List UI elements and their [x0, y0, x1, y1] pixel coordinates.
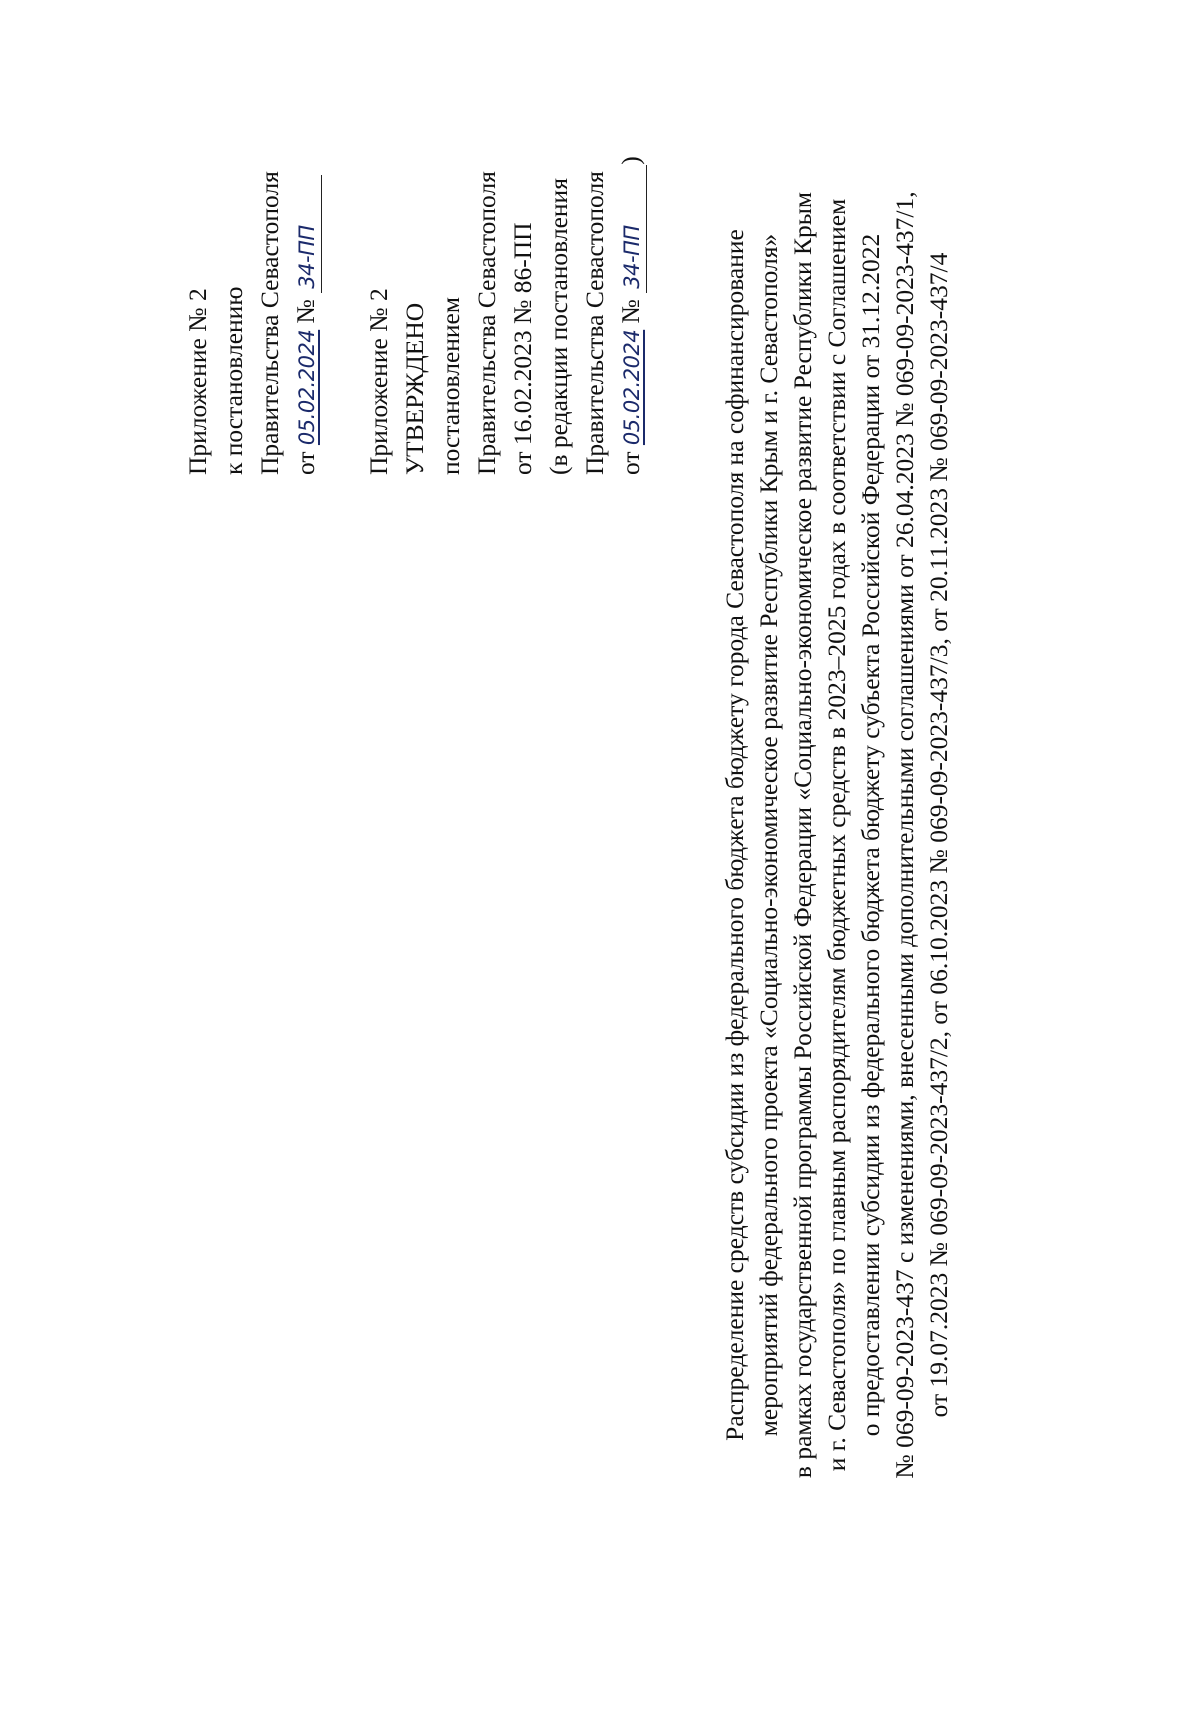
handwritten-number: 34-ПП [295, 225, 319, 289]
original-resolution-ref: от 16.02.2023 № 86-ПП [508, 222, 537, 475]
title-line: о предоставлении субсидии из федерального бюджета бюджету субъекта Российской Федерации от 31.12.2022 [856, 233, 885, 1437]
handwritten-date-2: 05.02.2024 [620, 329, 644, 446]
edition-reference [613, 55, 650, 475]
title-line: и г. Севастополя» по главным распорядителям бюджетных средств в 2023–2025 годах в соответствии с Соглашением [822, 198, 851, 1472]
number-prefix: № [291, 299, 320, 324]
handwritten-number-2: 34-ПП [620, 225, 644, 289]
from-prefix-2: от [616, 451, 645, 475]
annex-title: Приложение № 2 [183, 288, 212, 475]
title-line: от 19.07.2023 № 069-09-2023-437/2, от 06.10.2023 № 069-09-2023-437/3, от 20.11.2023 № 069-09-2023-437/4 [924, 252, 953, 1418]
approved-label: УТВЕРЖДЕНО [400, 302, 429, 475]
number-field [292, 175, 322, 293]
title-line: № 069-09-2023-437 с изменениями, внесенными дополнительными соглашениями от 26.04.2023 № 069-09-2023-437/1, [890, 191, 919, 1479]
approval-block [180, 55, 650, 475]
handwritten-date: 05.02.2024 [295, 329, 319, 446]
edition-note: (в редакции постановления [544, 178, 573, 475]
title-line: мероприятий федерального проекта «Социально-экономическое развитие Республики Крым и г. Севастополя» [754, 233, 783, 1437]
resolution-reference [288, 55, 325, 475]
number-prefix-2: № [616, 299, 645, 324]
government-label-2: Правительства Севастополя [472, 171, 501, 475]
number-field-2 [617, 165, 647, 293]
spacer [325, 55, 361, 475]
closing-paren: ) [616, 156, 645, 165]
from-prefix: от [291, 451, 320, 475]
title-line: Распределение средств субсидии из федерального бюджета бюджету города Севастополя на софинансирование [720, 229, 749, 1441]
to-resolution-label: к постановлению [219, 286, 248, 475]
government-label-3: Правительства Севастополя [580, 171, 609, 475]
by-resolution-label: постановлением [436, 296, 465, 475]
government-label: Правительства Севастополя [255, 171, 284, 475]
title-line: в рамках государственной программы Российской Федерации «Социально-экономическое развитие Республики Крым [788, 191, 817, 1479]
document-title [718, 40, 956, 1630]
annex-title-2: Приложение № 2 [364, 288, 393, 475]
